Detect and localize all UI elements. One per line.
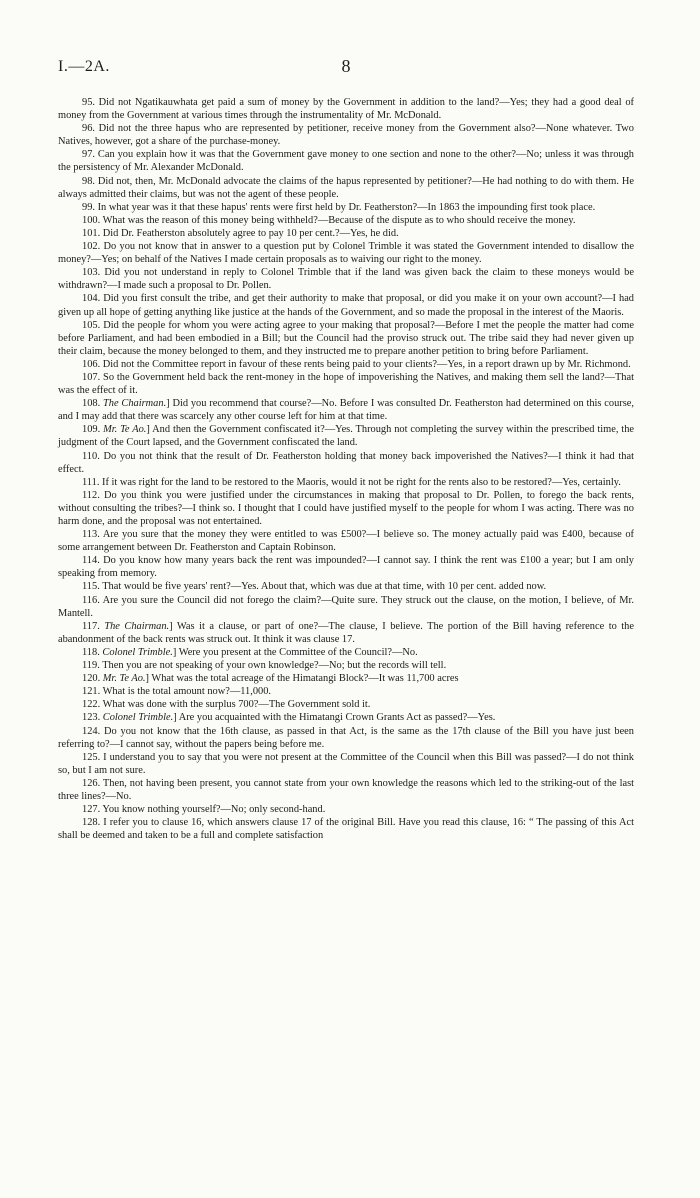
qa-paragraph: 111. If it was right for the land to be restored to the Maoris, would it not be right for the rents also to be restored?—Yes, certainly. xyxy=(82,476,621,488)
qa-paragraph: 106. Did not the Committee report in favour of these rents being paid to your clients?—Yes, in a report drawn up by Mr. Richmond. xyxy=(82,358,631,370)
qa-paragraph: 102. Do you not know that in answer to a question put by Colonel Trimble it was stated the Government intended to disallow the money?—Yes; on behalf of the Natives I made certain proposals as to waiving our right to the money. xyxy=(58,241,634,266)
qa-paragraph: 100. What was the reason of this money being withheld?—Because of the dispute as to who should receive the money. xyxy=(82,214,576,226)
qa-paragraph: 119. Then you are not speaking of your own knowledge?—No; but the records will tell. xyxy=(82,660,447,672)
qa-paragraph: 118. Colonel Trimble.] Were you present at the Committee of the Council?—No. xyxy=(82,646,418,658)
qa-paragraph: 104. Did you first consult the tribe, and get their authority to make that proposal, or did you make it on your own account?—I had given up all hope of getting anything like justice at the hands of the Government, and so made the proposal in the interest of the Maoris. xyxy=(58,293,634,318)
qa-paragraph: 128. I refer you to clause 16, which answers clause 17 of the original Bill. Have you read this clause, 16: “ The passing of this Act shall be deemed and taken to be a full and complete satisfaction xyxy=(58,817,634,842)
qa-paragraph: 122. What was done with the surplus 700?—The Government sold it. xyxy=(82,699,371,711)
qa-paragraph: 113. Are you sure that the money they were entitled to was £500?—I believe so. The money actually paid was £400, because of some arrangement between Dr. Featherston and Captain Robinson. xyxy=(58,529,634,554)
qa-paragraph: 120. Mr. Te Ao.] What was the total acreage of the Himatangi Block?—It was 11,700 acres xyxy=(82,673,459,685)
qa-paragraph: 108. The Chairman.] Did you recommend that course?—No. Before I was consulted Dr. Featherston had determined on this course, and I may add that there was scarcely any other course left for him at that time. xyxy=(58,398,635,423)
qa-paragraph: 103. Did you not understand in reply to Colonel Trimble that if the land was given back the claim to these moneys would be withdrawn?—I made such a proposal to Dr. Pollen. xyxy=(58,267,634,292)
qa-paragraph: 123. Colonel Trimble.] Are you acquainted with the Himatangi Crown Grants Act as passed?—Yes. xyxy=(82,712,496,724)
qa-paragraph: 95. Did not Ngatikauwhata get paid a sum of money by the Government in addition to the land?—Yes; they had a good deal of money from the Government at various times through the instrumentality of Mr. McDonald. xyxy=(58,97,634,122)
qa-paragraph: 105. Did the people for whom you were acting agree to your making that proposal?—Before I met the people the matter had come before Parliament, and had been embodied in a Bill; but the Council had the proviso struck out. The tribe said they had never given up their claim, because the money belonged to them, and they instructed me to prepare another petition to bring before Parliament. xyxy=(58,319,634,357)
qa-paragraph: 98. Did not, then, Mr. McDonald advocate the claims of the hapus represented by petitioner?—He had nothing to do with them. He always admitted their claims, but was not the agent of these people. xyxy=(58,175,634,200)
qa-paragraph: 110. Do you not think that the result of Dr. Featherston holding that money back impoverished the Natives?—I think it had that effect. xyxy=(58,450,634,475)
document-body xyxy=(58,96,634,842)
qa-paragraph: 117. The Chairman.] Was it a clause, or part of one?—The clause, I believe. The portion of the Bill having reference to the abandonment of the back rents was struck out. It think it was clause 17. xyxy=(58,620,634,645)
qa-paragraph: 112. Do you think you were justified under the circumstances in making that proposal to Dr. Pollen, to forego the back rents, without consulting the tribes?—I think so. I thought that I could have justified myself to the people for whom I was acting. There was no harm done, and the proposal was not entertained. xyxy=(58,489,634,527)
page-number: 8 xyxy=(341,56,351,76)
qa-paragraph: 125. I understand you to say that you were not present at the Committee of the Council when this Bill was passed?—I do not think so, but I am not sure. xyxy=(58,751,634,776)
page-header xyxy=(58,58,634,80)
qa-paragraph: 97. Can you explain how it was that the Government gave money to one section and none to the other?—No; unless it was through the persistency of Mr. Alexander McDonald. xyxy=(58,149,634,174)
qa-paragraph: 101. Did Dr. Featherston absolutely agree to pay 10 per cent.?—Yes, he did. xyxy=(82,227,399,239)
document-reference: I.—2A. xyxy=(58,58,110,75)
qa-paragraph: 107. So the Government held back the rent-money in the hope of impoverishing the Natives, and making them sell the land?—That was the effect of it. xyxy=(58,371,634,397)
qa-paragraph: 99. In what year was it that these hapus' rents were first held by Dr. Featherston?—In 1863 the impounding first took place. xyxy=(82,201,596,213)
qa-paragraph: 127. You know nothing yourself?—No; only second-hand. xyxy=(82,804,326,816)
qa-paragraph: 115. That would be five years' rent?—Yes. About that, which was due at that time, with 10 per cent. added now. xyxy=(82,581,547,593)
qa-paragraph: 121. What is the total amount now?—11,000. xyxy=(82,686,272,698)
qa-paragraph: 114. Do you know how many years back the rent was impounded?—I cannot say. I think the rent was £100 a year; but I am only speaking from memory. xyxy=(58,555,634,580)
qa-paragraph: 109. Mr. Te Ao.] And then the Government confiscated it?—Yes. Through not completing the survey within the prescribed time, the judgment of the Court lapsed, and the Government confiscated the land. xyxy=(58,424,635,449)
qa-paragraph: 124. Do you not know that the 16th clause, as passed in that Act, is the same as the 17th clause of the Bill you have just been referring to?—I cannot say, without the papers being before me. xyxy=(58,725,634,750)
qa-paragraph: 116. Are you sure the Council did not forego the claim?—Quite sure. They struck out the clause, on the motion, I believe, of Mr. Mantell. xyxy=(58,594,634,619)
qa-paragraph: 96. Did not the three hapus who are represented by petitioner, receive money from the Government also?—None whatever. Two Natives, however, got a share of the purchase-money. xyxy=(58,123,634,148)
qa-paragraph: 126. Then, not having been present, you cannot state from your own knowledge the reasons which led to the striking-out of the last three lines?—No. xyxy=(58,777,634,802)
